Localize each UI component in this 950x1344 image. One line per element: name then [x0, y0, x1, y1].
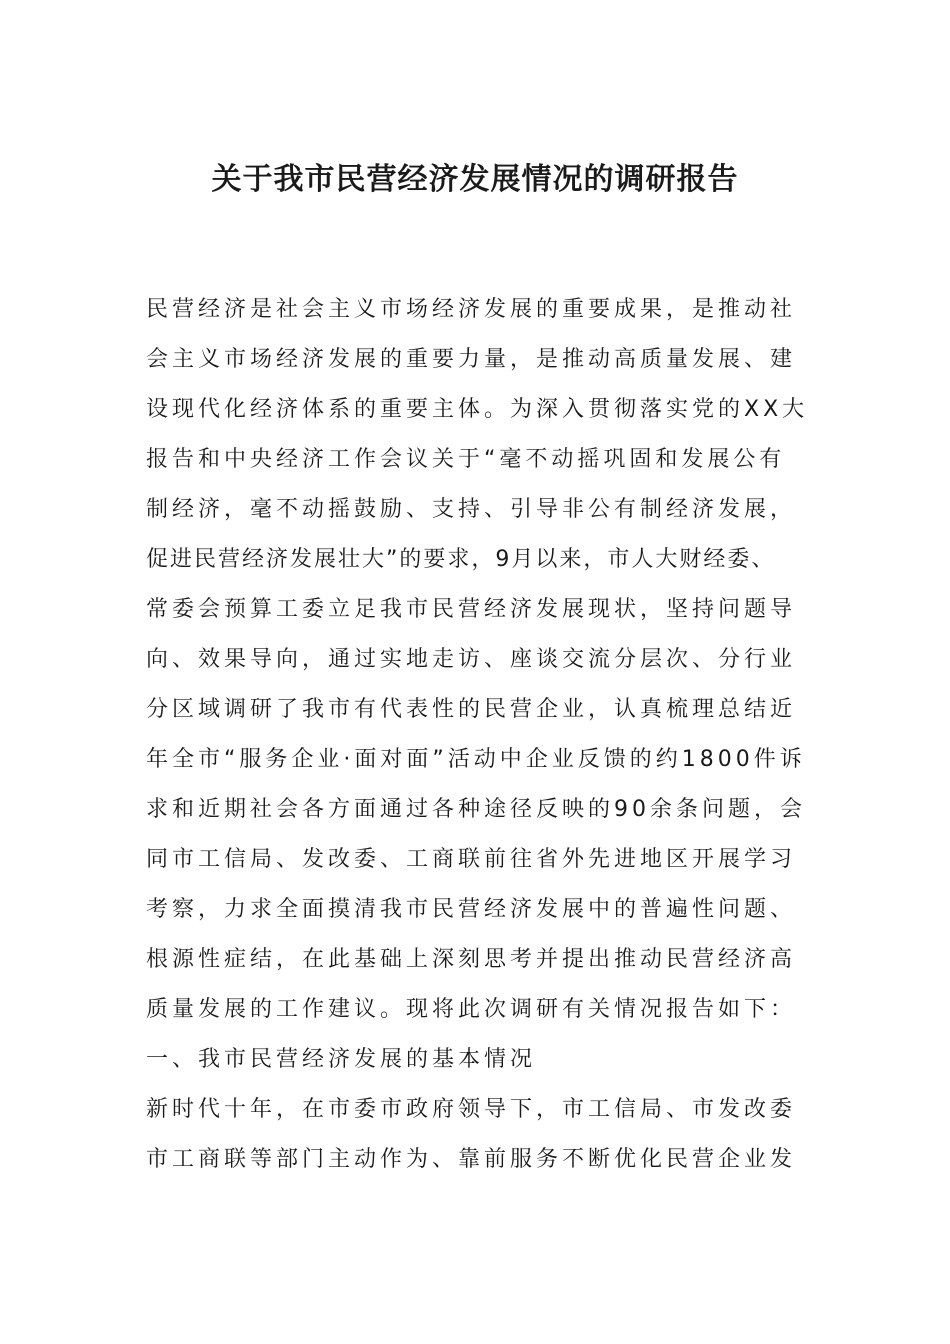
body-line: 报告和中央经济工作会议关于“毫不动摇巩固和发展公有 [146, 447, 786, 472]
body-line: 会主义市场经济发展的重要力量，是推动高质量发展、建 [146, 347, 797, 372]
document-title: 关于我市民营经济发展情况的调研报告 [211, 162, 739, 197]
body-line: 向、效果导向，通过实地走访、座谈交流分层次、分行业 [146, 647, 797, 672]
body-line: 年全市“服务企业·面对面”活动中企业反馈的约1800件诉 [146, 747, 806, 772]
body-line: 新时代十年，在市委市政府领导下，市工信局、市发改委 [146, 1097, 797, 1122]
section-heading: 一、我市民营经济发展的基本情况 [146, 1047, 537, 1072]
document-body [146, 290, 826, 1190]
body-line: 分区域调研了我市有代表性的民营企业，认真梳理总结近 [146, 697, 797, 722]
body-line: 市工商联等部门主动作为、靠前服务不断优化民营企业发 [146, 1147, 797, 1172]
body-line: 质量发展的工作建议。现将此次调研有关情况报告如下： [146, 997, 797, 1022]
body-line: 促进民营经济发展壮大”的要求，9月以来，市人大财经委、 [146, 547, 776, 572]
body-line: 求和近期社会各方面通过各种途径反映的90余条问题，会 [146, 797, 806, 822]
body-line: 常委会预算工委立足我市民营经济发展现状，坚持问题导 [146, 597, 797, 622]
body-line: 民营经济是社会主义市场经济发展的重要成果，是推动社 [146, 297, 797, 322]
body-line: 考察，力求全面摸清我市民营经济发展中的普遍性问题、 [146, 897, 797, 922]
body-line: 根源性症结，在此基础上深刻思考并提出推动民营经济高 [146, 947, 797, 972]
body-line: 同市工信局、发改委、工商联前往省外先进地区开展学习 [146, 847, 797, 872]
body-line: 设现代化经济体系的重要主体。为深入贯彻落实党的XX大 [146, 397, 809, 422]
body-line: 制经济，毫不动摇鼓励、支持、引导非公有制经济发展， [146, 497, 797, 522]
